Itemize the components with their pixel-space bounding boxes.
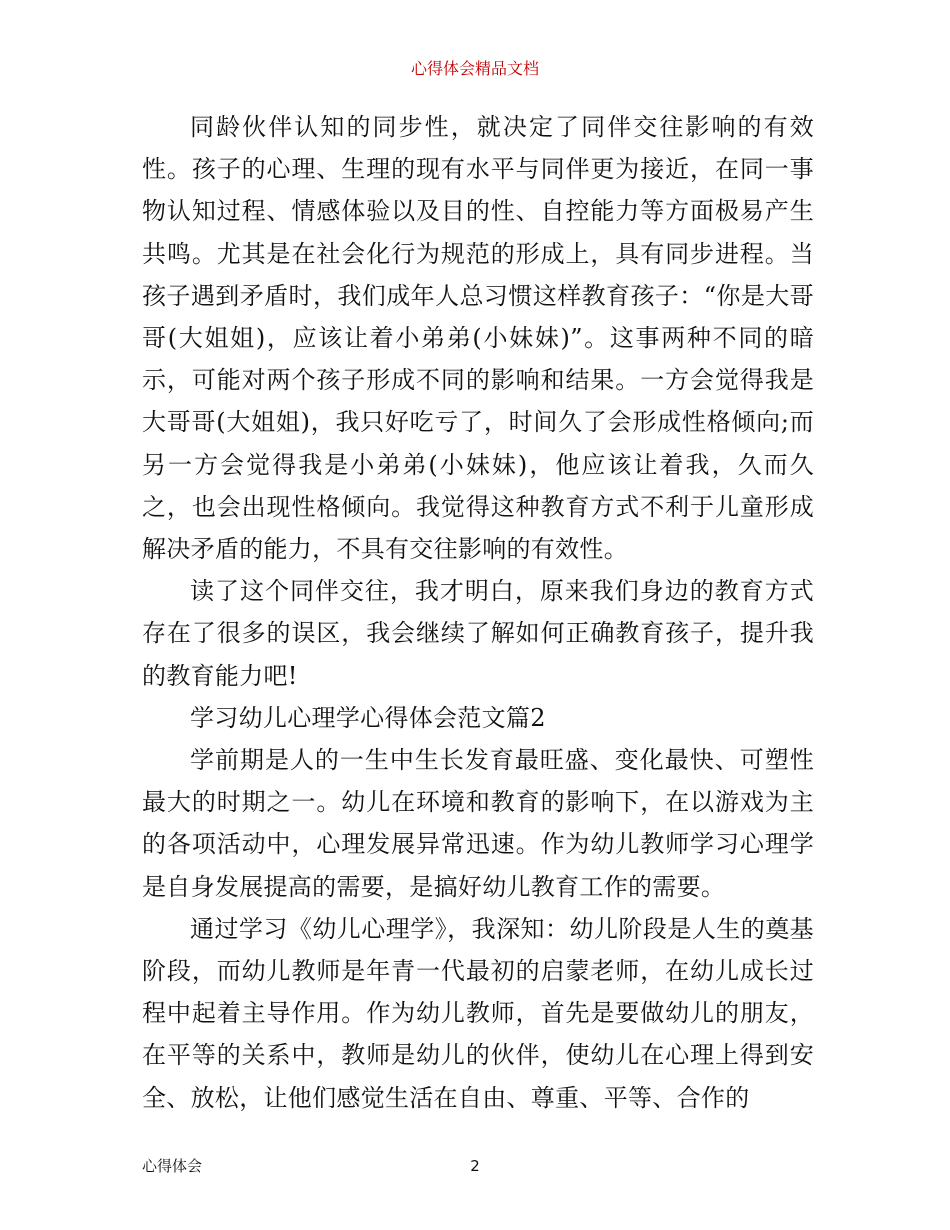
body-paragraph: 通过学习《幼儿心理学》，我深知：幼儿阶段是人生的奠基阶段，而幼儿教师是年青一代最初的启蒙老师，在幼儿成长过程中起着主导作用。作为幼儿教师，首先是要做幼儿的朋友，在平等的关系中，教师是幼儿的伙伴，使幼儿在心理上得到安全、放松，让他们感觉生活在自由、尊重、平等、合作的 (142, 914, 814, 1112)
page-header-title: 心得体会精品文档 (410, 59, 539, 78)
footer-label: 心得体会 (142, 1157, 203, 1175)
document-body (142, 106, 814, 1119)
section-title: 学习幼儿心理学心得体会范文篇2 (190, 703, 546, 732)
body-paragraph: 学前期是人的一生中生长发育最旺盛、变化最快、可塑性最大的时期之一。幼儿在环境和教育的影响下，在以游戏为主的各项活动中，心理发展异常迅速。作为幼儿教师学习心理学是自身发展提高的需要，是搞好幼儿教育工作的需要。 (142, 746, 814, 901)
body-paragraph: 同龄伙伴认知的同步性，就决定了同伴交往影响的有效性。孩子的心理、生理的现有水平与同伴更为接近，在同一事物认知过程、情感体验以及目的性、自控能力等方面极易产生共鸣。尤其是在社会化行为规范的形成上，具有同步进程。当孩子遇到矛盾时，我们成年人总习惯这样教育孩子：“你是大哥哥(大姐姐)，应该让着小弟弟(小妹妹)”。这事两种不同的暗示，可能对两个孩子形成不同的影响和结果。一方会觉得我是大哥哥(大姐姐)，我只好吃亏了，时间久了会形成性格倾向;而另一方会觉得我是小弟弟(小妹妹)，他应该让着我，久而久之，也会出现性格倾向。我觉得这种教育方式不利于儿童形成解决矛盾的能力，不具有交往影响的有效性。 (142, 113, 814, 564)
body-paragraph: 读了这个同伴交往，我才明白，原来我们身边的教育方式存在了很多的误区，我会继续了解如何正确教育孩子，提升我的教育能力吧! (142, 577, 814, 690)
page-number: 2 (470, 1157, 480, 1175)
